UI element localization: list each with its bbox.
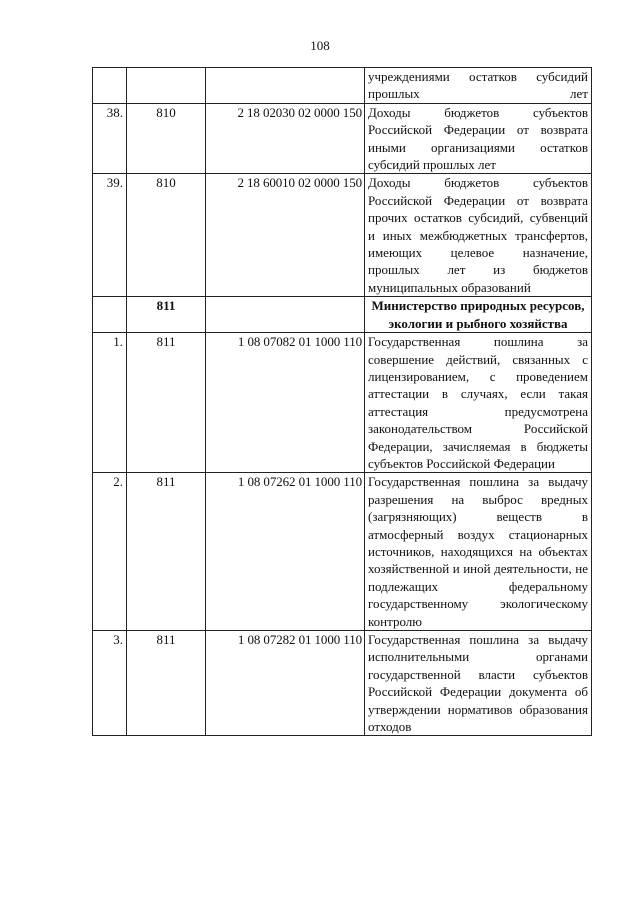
row-number-cell: 2. [93, 473, 127, 631]
table-row [93, 103, 592, 174]
table-row [93, 631, 592, 736]
revenue-code-table [92, 67, 592, 736]
section-title: Министерство природных ресурсов, экологии и рыбного хозяйства [365, 297, 592, 333]
table-row-continuation [93, 68, 592, 104]
administrator-code-cell: 811 [127, 631, 206, 736]
row-number-cell: 1. [93, 333, 127, 473]
row-number-cell: 3. [93, 631, 127, 736]
revenue-code-cell [206, 297, 365, 333]
administrator-code-cell: 811 [127, 333, 206, 473]
row-number-cell [93, 297, 127, 333]
administrator-code-cell: 811 [127, 473, 206, 631]
revenue-code-cell [206, 68, 365, 104]
revenue-description-cell: Государственная пошлина за выдачу исполнительными органами государственной власти субъектов Российской Федерации документа об утверждении нормативов образования отходов [365, 631, 592, 736]
revenue-code-cell: 1 08 07282 01 1000 110 [206, 631, 365, 736]
table-row [93, 473, 592, 631]
revenue-description-cell: Государственная пошлина за совершение действий, связанных с лицензированием, с проведением аттестации в случаях, если такая аттестация предусмотрена законодательством Российской Федерации, зачисляемая в бюджеты субъектов Российской Федерации [365, 333, 592, 473]
revenue-description-cell: Доходы бюджетов субъектов Российской Федерации от возврата прочих остатков субсидий, субвенций и иных межбюджетных трансфертов, имеющих целевое назначение, прошлых лет из бюджетов муниципальных образований [365, 174, 592, 297]
revenue-code-cell: 2 18 02030 02 0000 150 [206, 103, 365, 174]
revenue-description-cell: Государственная пошлина за выдачу разрешения на выброс вредных (загрязняющих) веществ в атмосферный воздух стационарных источников, находящихся на объектах хозяйственной и иной деятельности, не подлежащих федеральному государственному экологическому контролю [365, 473, 592, 631]
revenue-code-cell: 1 08 07262 01 1000 110 [206, 473, 365, 631]
administrator-code-cell [127, 68, 206, 104]
section-administrator-code: 811 [127, 297, 206, 333]
section-heading-row [93, 297, 592, 333]
row-number-cell: 38. [93, 103, 127, 174]
table-row [93, 174, 592, 297]
page-number: 108 [310, 38, 330, 53]
table-row [93, 333, 592, 473]
revenue-description-cell: Доходы бюджетов субъектов Российской Федерации от возврата иными организациями остатков субсидий прошлых лет [365, 103, 592, 174]
administrator-code-cell: 810 [127, 103, 206, 174]
row-number-cell: 39. [93, 174, 127, 297]
administrator-code-cell: 810 [127, 174, 206, 297]
revenue-code-cell: 1 08 07082 01 1000 110 [206, 333, 365, 473]
revenue-code-cell: 2 18 60010 02 0000 150 [206, 174, 365, 297]
revenue-description-cell: учреждениями остатков субсидий прошлых лет [365, 68, 592, 104]
row-number-cell [93, 68, 127, 104]
